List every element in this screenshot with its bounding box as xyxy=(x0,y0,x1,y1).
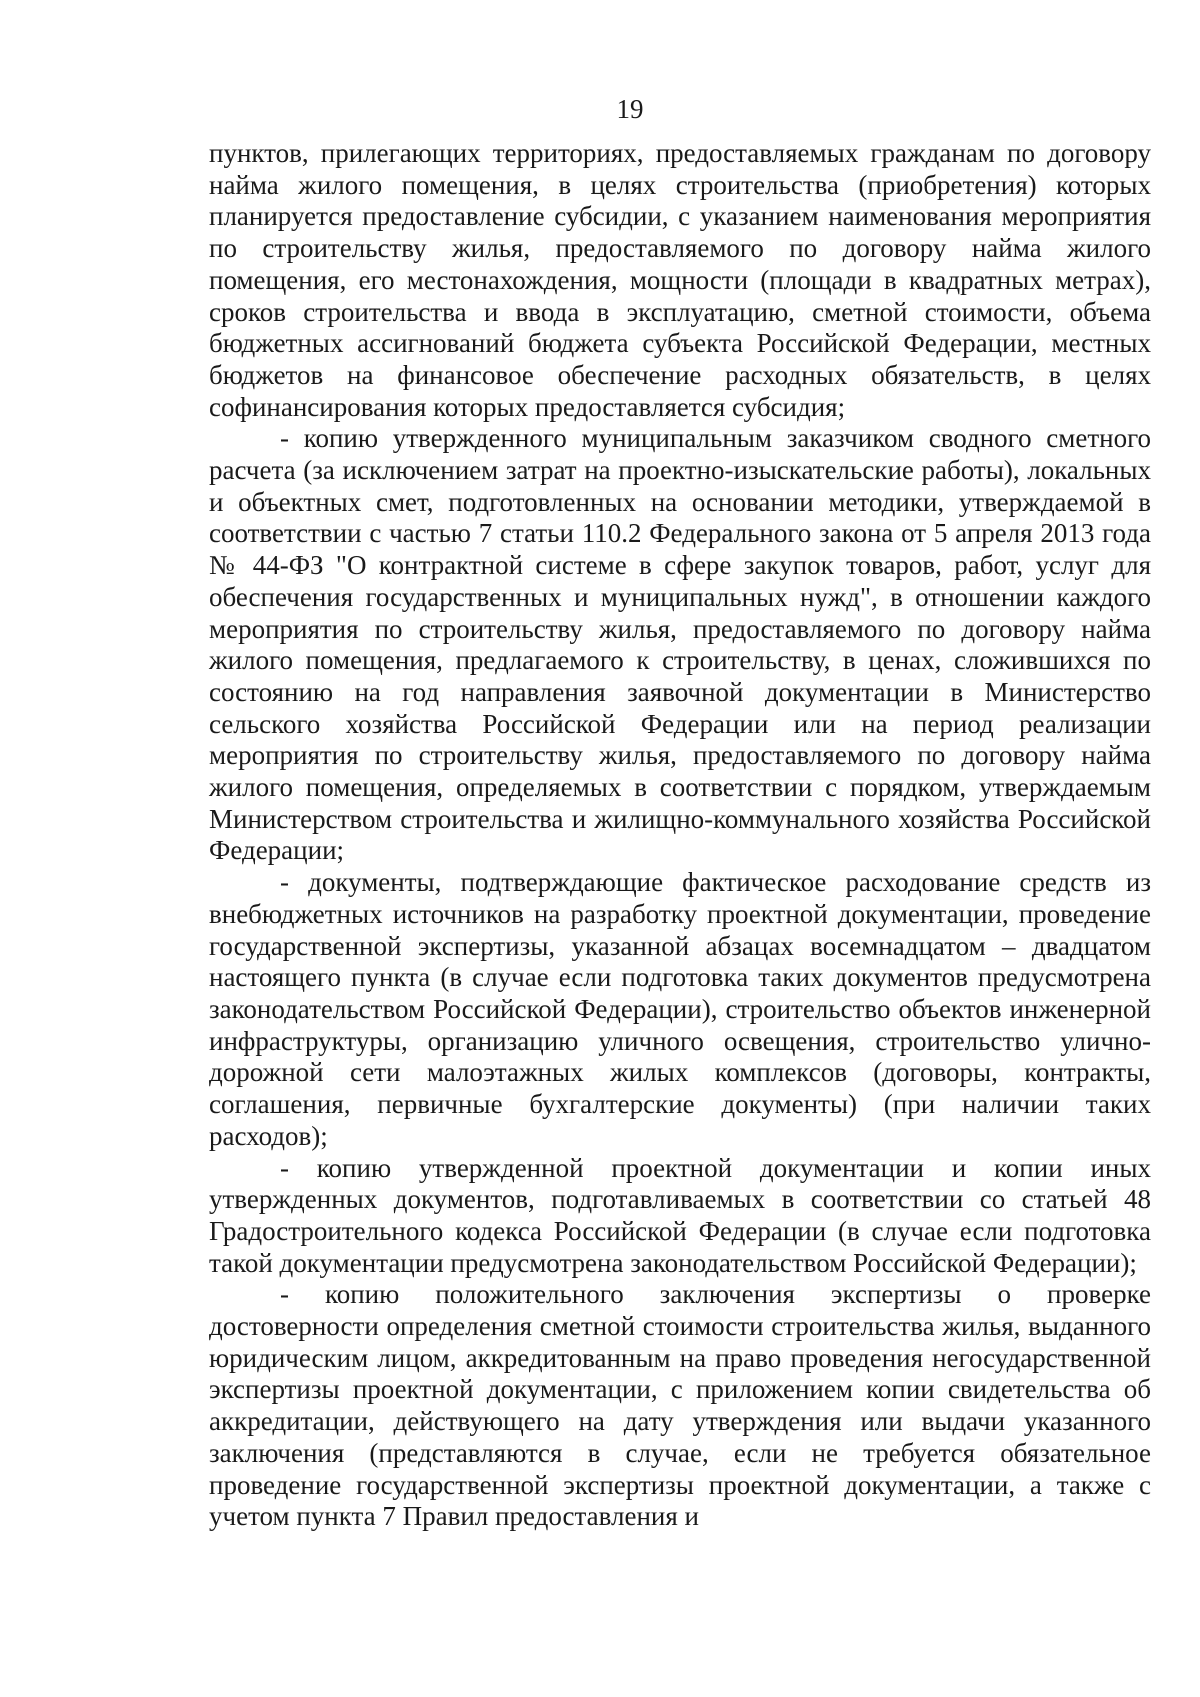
page-number: 19 xyxy=(616,94,644,124)
paragraph-5: - копию положительного заключения экспертизы о проверке достоверности определения сметной стоимости строительства жилья, выданного юридическим лицом, аккредитованным на право проведения негосударственной экспертизы проектной документации, с приложением копии свидетельства об аккредитации, действующего на дату утверждения или выдачи указанного заключения (представляются в случае, если не требуется обязательное проведение государственной экспертизы проектной документации, а также с учетом пункта 7 Правил предоставления и xyxy=(209,1279,1151,1532)
paragraph-4: - копию утвержденной проектной документации и копии иных утвержденных документов, подготавливаемых в соответствии со статьей 48 Градостроительного кодекса Российской Федерации (в случае если подготовка такой документации предусмотрена законодательством Российской Федерации); xyxy=(209,1152,1151,1278)
paragraph-2: - копию утвержденного муниципальным заказчиком сводного сметного расчета (за исключением затрат на проектно-изыскательские работы), локальных и объектных смет, подготовленных на основании методики, утверждаемой в соответствии с частью 7 статьи 110.2 Федерального закона от 5 апреля 2013 года № 44-ФЗ "О контрактной системе в сфере закупок товаров, работ, услуг для обеспечения государственных и муниципальных нужд", в отношении каждого мероприятия по строительству жилья, предоставляемого по договору найма жилого помещения, предлагаемого к строительству, в ценах, сложившихся по состоянию на год направления заявочной документации в Министерство сельского хозяйства Российской Федерации или на период реализации мероприятия по строительству жилья, предоставляемого по договору найма жилого помещения, определяемых в соответствии с порядком, утверждаемым Министерством строительства и жилищно-коммунального хозяйства Российской Федерации; xyxy=(209,423,1151,866)
paragraph-3: - документы, подтверждающие фактическое расходование средств из внебюджетных источников на разработку проектной документации, проведение государственной экспертизы, указанной абзацах восемнадцатом – двадцатом настоящего пункта (в случае если подготовка таких документов предусмотрена законодательством Российской Федерации), строительство объектов инженерной инфраструктуры, организацию уличного освещения, строительство улично-дорожной сети малоэтажных жилых комплексов (договоры, контракты, соглашения, первичные бухгалтерские документы) (при наличии таких расходов); xyxy=(209,867,1151,1151)
body-text xyxy=(209,138,1151,1533)
paragraph-1: пунктов, прилегающих территориях, предоставляемых гражданам по договору найма жилого помещения, в целях строительства (приобретения) которых планируется предоставление субсидии, с указанием наименования мероприятия по строительству жилья, предоставляемого по договору найма жилого помещения, его местонахождения, мощности (площади в квадратных метрах), сроков строительства и ввода в эксплуатацию, сметной стоимости, объема бюджетных ассигнований бюджета субъекта Российской Федерации, местных бюджетов на финансовое обеспечение расходных обязательств, в целях софинансирования которых предоставляется субсидия; xyxy=(209,138,1151,422)
